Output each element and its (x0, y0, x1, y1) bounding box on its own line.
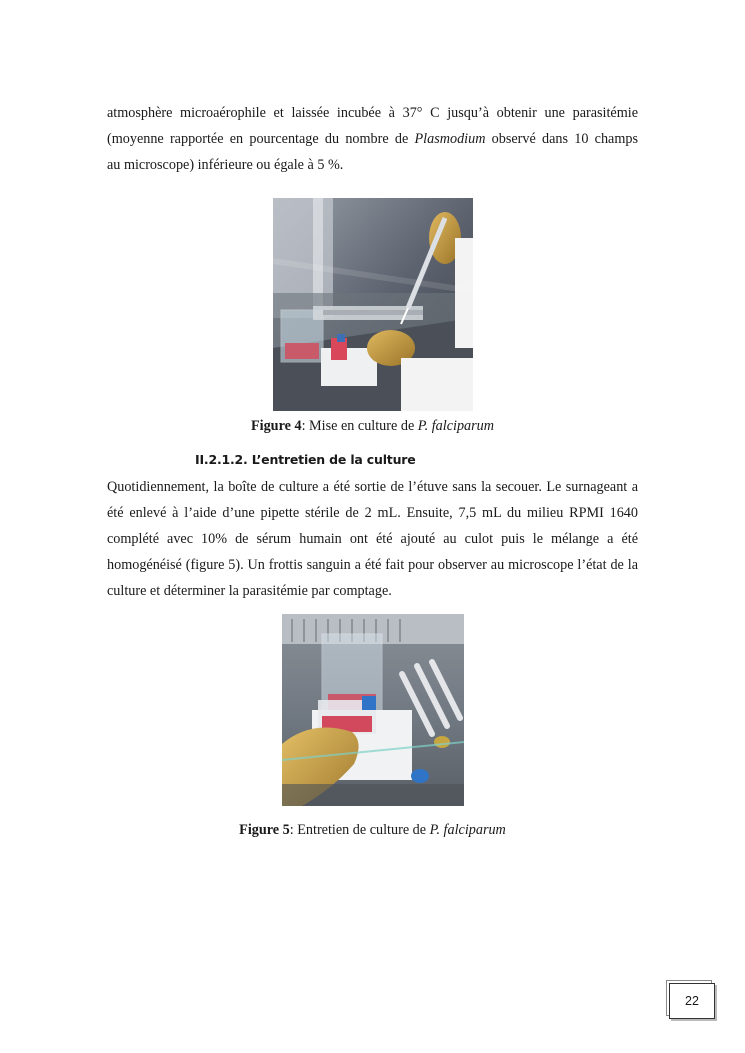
figure-5-species: P. falciparum (429, 822, 506, 838)
figure-5-label: Figure 5 (239, 822, 290, 838)
figure-4-label: Figure 4 (250, 418, 302, 434)
line-2-text-a: (moyenne rapportée en pourcentage du nombre de (107, 131, 415, 147)
figure-5-caption (0, 822, 745, 839)
paragraph-intro-line-2 (107, 126, 638, 152)
plasmodium-italic: Plasmodium (414, 131, 486, 147)
figure-4-caption (0, 418, 745, 435)
paragraph-maintenance: Quotidiennement, la boîte de culture a été sortie de l’étuve sans la secouer. Le surnageant a été enlevé à l’aide d’une pipette stérile de 2 mL. Ensuite, 7,5 mL du milieu RPMI 1640 complété avec 10% de sérum humain ont été ajouté au culot puis le mélange a été homogénéisé (figure 5). Un frottis sanguin a été fait pour observer au microscope l’état de la culture et déterminer la parasitémie par comptage. (107, 479, 638, 599)
line-2-text-b: observé dans 10 champs (485, 131, 638, 147)
figure-4-text: : Mise en culture de (301, 418, 418, 434)
figure-5-photo (282, 614, 464, 806)
figure-5-text: : Entretien de culture de (289, 822, 430, 838)
figure-4-species: P. falciparum (417, 418, 494, 434)
section-heading: II.2.1.2. L’entretien de la culture (195, 452, 416, 467)
paragraph-intro-line-1: atmosphère microaérophile et laissée incubée à 37° C jusqu’à obtenir une parasitémie (107, 105, 638, 121)
paragraph-intro (107, 100, 638, 178)
page-number: 22 (669, 983, 715, 1019)
figure-4-photo (273, 198, 473, 411)
paragraph-intro-line-3: au microscope) inférieure ou égale à 5 %. (107, 157, 344, 173)
